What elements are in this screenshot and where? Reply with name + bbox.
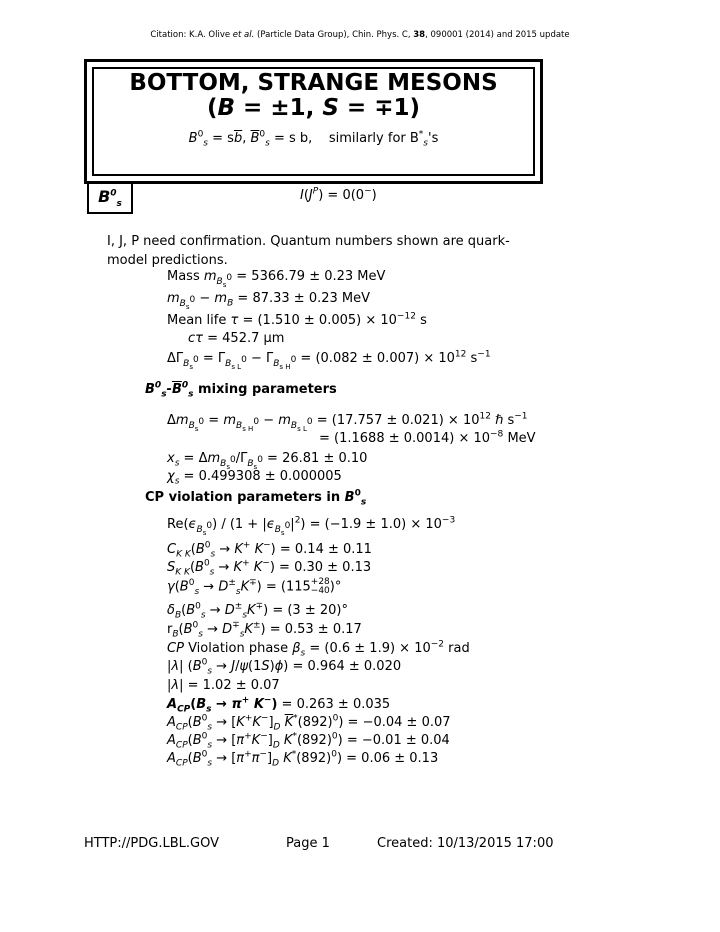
lambda-row-2: |λ| = 1.02 ± 0.07	[167, 678, 280, 693]
skk-row: $S_{K K}(B^0_s \to K^+$ K−) = 0.30 ± 0.13	[167, 558, 372, 578]
quantum-note: I, J, P need confirmation. Quantum numbers shown are quark-model predictions.	[107, 234, 510, 268]
chis-row: $\chi_s = 0.499308 \pm 0.000005$	[167, 469, 342, 487]
mean-life-row: Mean life $\tau = (1.510 \pm 0.005) \times 10^{-12}$ s	[167, 311, 427, 328]
page-subtitle-quantum: (B = ±1, S = ∓1)	[206, 95, 420, 121]
xs-row: $x_s = \Delta m_{B_s^0}/\Gamma_{B_s^0} = 26.81 \pm 0.10$	[167, 451, 368, 471]
delta-m-row: $\Delta m_{B_s^0} = m_{B_{s H}^0} - m_{B_{s L}^0} = (17.757 \pm 0.021) \times 10^{12}$ ℏ $s^{-1}$	[167, 411, 528, 433]
footer-created: Created: 10/13/2015 17:00	[377, 836, 554, 851]
delta-b-row: $\delta_B(B^0_s \to D^\pm_sK^\mp) = (3 \pm 20)^\circ$	[167, 601, 348, 621]
lambda-row-1: |λ| $(B^0_s \to J/\psi(1S)\phi) = 0.964 \pm 0.020$	[167, 657, 402, 677]
page-title: BOTTOM, STRANGE MESONS	[129, 70, 498, 96]
mass-diff-row: $m_{B_s^0} - m_B = 87.33 \pm 0.23$ MeV	[167, 291, 371, 311]
re-eps-row: $Re(\epsilon_{B_s^0}) / (1 + |\epsilon_{B_s^0}|^2) = (-1.9 \pm 1.0) \times 10^{-3}$	[167, 515, 456, 537]
mixing-section-title: $B^0_s-\overline{B}^0_s$ mixing parameters	[145, 380, 337, 400]
gamma-row: $\gamma(B^0_s \to D^\pm_sK^\mp) = (115+28$ −40)°	[167, 577, 342, 598]
width-diff-row: $\Delta\Gamma_{B_s^0} = \Gamma_{B_{s L}^0} - \Gamma_{B_{s H}^0} = (0.082 \pm 0.007) \times 10^{12}$ $s^{-1}$	[167, 349, 491, 371]
particle-badge: $B^0_s$	[87, 181, 133, 214]
quark-content: $B^0_s = s\overline{b}$, $\overline{B}^0_s = s$ b, similarly for $B^*_s's$	[188, 129, 439, 149]
r-b-row: $r_B(B^0_s \to D^\mp_sK^\pm) = 0.53 \pm 0.17$	[167, 620, 362, 640]
citation-line: Citation: K.A. Olive et al. (Particle Data Group), Chin. Phys. C, 38, 090001 (2014) and 2015 update	[150, 30, 570, 40]
mass-row: Mass $m_{B_s^0} = 5366.79 \pm 0.23$ MeV	[167, 269, 386, 289]
cp-phase-row: CP Violation phase $\beta_s = (0.6 \pm 1.9) \times 10^{-2}$ rad	[167, 639, 470, 659]
ckk-row: $C_{K K}(B^0_s \to K^+$ K−) = 0.14 ± 0.11	[167, 540, 372, 560]
acp-row-3: $A_{CP}(B^0_s \to [\pi^+\pi^-]_D$ $K^*(892)^0) = 0.06 \pm 0.13$	[167, 749, 439, 769]
footer-page: Page 1	[286, 836, 330, 851]
quantum-numbers: $I(J^P) = 0(0^-)$	[300, 186, 377, 203]
acp-row-2: $A_{CP}(B^0_s \to [\pi^+K^-]_D$ $K^*(892)^0) = -0.01 \pm 0.04$	[167, 731, 450, 751]
footer-url[interactable]: HTTP://PDG.LBL.GOV	[84, 836, 219, 851]
cp-section-title: CP violation parameters in $B^0_s$	[145, 488, 367, 508]
ctau-row: cτ = 452.7 μm	[188, 331, 285, 346]
acp-row-1: $A_{CP}(B^0_s \to [K^+K^-]_D$ $\overline{K}^*(892)^0) = -0.04 \pm 0.07$	[167, 713, 451, 733]
delta-m-mev-row: = $(1.1688 \pm 0.0014) \times 10^{-8}$ MeV	[319, 429, 536, 446]
acp-pik-row: $A_{CP}(B_s \to \pi^+$ K−) = 0.263 ± 0.035	[167, 695, 391, 715]
